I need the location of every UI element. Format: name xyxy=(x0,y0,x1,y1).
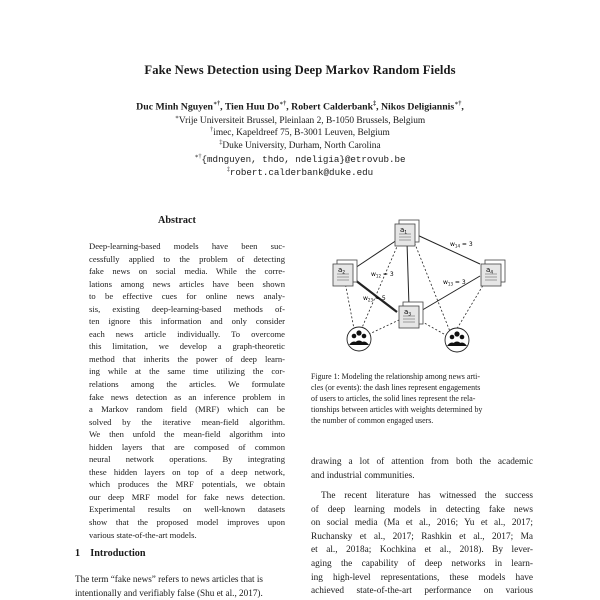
body-line: et al., 2018a; Kochkina et al., 2018). By lever- xyxy=(311,545,533,556)
body-line: The recent literature has witnessed the success xyxy=(321,491,533,501)
caption-line: the number of common engaged users. xyxy=(311,415,434,425)
body-line: and industrial communities. xyxy=(311,470,415,481)
affiliation-mark: ∗ xyxy=(174,115,179,121)
edge-a1-a2 xyxy=(355,240,397,268)
body-line: achieved state-of-the-art performance on various xyxy=(311,586,533,597)
right-column-para xyxy=(311,490,533,599)
affiliation xyxy=(0,140,600,151)
node-a4 xyxy=(481,260,505,286)
weight-label: $w_{13} = 3$ xyxy=(443,279,466,287)
abstract-line: these hidden layers on top of a deep network, xyxy=(89,466,285,477)
email-text: robert.calderbank@duke.edu xyxy=(229,167,374,179)
affiliation-mark: † xyxy=(210,127,214,133)
affiliation-text: Duke University, Durham, North Carolina xyxy=(222,141,381,152)
engagement-edge xyxy=(345,282,355,334)
body-line: Ruchansky et al., 2017; Rashkin et al., 2017; Ma xyxy=(311,531,533,542)
email xyxy=(0,167,600,178)
abstract-line: show that the proposed model improves upon xyxy=(89,517,285,528)
author-name: Robert Calderbank xyxy=(291,101,374,113)
node-label: $a_2$ xyxy=(338,266,346,276)
author-mark: ∗† xyxy=(454,101,462,107)
abstract-line: hidden layers that are composed of common xyxy=(89,441,285,452)
abstract-line: ing while at the same time utilizing the cor- xyxy=(89,366,285,377)
engagement-edge xyxy=(455,282,485,332)
author-name: Nikos Deligiannis xyxy=(380,101,455,113)
body-line: drawing a lot of attention from both the academic xyxy=(311,457,533,467)
node-label: $a_1$ xyxy=(400,226,408,236)
weight-label: $w_{12} = 3$ xyxy=(371,271,394,279)
abstract-line: Deep-learning-based models have been suc- xyxy=(89,241,285,251)
abstract-line: method that inherits the power of deep learn- xyxy=(89,353,285,364)
abstract-line: our deep MRF model for fake news detection. xyxy=(89,491,285,502)
affiliation-text: Vrije Universiteit Brussel, Pleinlaan 2, B-1050 Brussels, Belgium xyxy=(178,116,426,127)
caption-line: cles (or events): the dash lines represent engagements xyxy=(311,382,481,392)
email-mark: ‡ xyxy=(226,167,230,173)
affiliation-mark: ‡ xyxy=(219,140,223,146)
caption-line: Figure 1: Modeling the relationship among news arti- xyxy=(311,372,480,381)
affiliation xyxy=(0,114,600,126)
figure-caption xyxy=(311,372,533,427)
abstract-line: this limitation, we develop a graph-theoretic xyxy=(89,341,285,352)
abstract-line: which produces the MRF potentials, we obtain xyxy=(89,479,285,490)
abstract-line: We then unfold the mean-field algorithm into xyxy=(89,429,285,440)
users-group-icon xyxy=(445,328,469,352)
affiliation-text: imec, Kapeldreef 75, B-3001 Leuven, Belgium xyxy=(213,128,390,139)
section-title: Introduction xyxy=(90,548,146,559)
intro-body xyxy=(75,573,297,600)
node-a1 xyxy=(395,220,419,246)
node-a3 xyxy=(399,302,423,328)
author-mark: ‡ xyxy=(373,101,377,107)
node-a2 xyxy=(333,260,357,286)
weight-label: $w_{23} = 5$ xyxy=(363,295,386,303)
abstract-line: various state-of-the-art models. xyxy=(89,529,197,540)
engagement-edge xyxy=(361,242,399,330)
intro-line: intentionally and verifiably false (Shu et al., 2017). xyxy=(75,587,263,598)
author-mark: ∗† xyxy=(212,101,221,107)
author-list: Duc Minh Nguyen∗†, Tien Huu Do∗†, Robert Calderbank‡, Nikos Deligiannis∗†, xyxy=(136,101,464,113)
edge-a1-a3 xyxy=(407,242,409,306)
abstract-line: to be effective cues for online news analy- xyxy=(89,291,285,302)
section-number: 1 xyxy=(75,548,81,559)
author-mark: ∗† xyxy=(279,101,287,107)
node-label: $a_3$ xyxy=(404,308,412,318)
abstract-line: relations among the articles. We formulate xyxy=(89,379,285,390)
abstract-line: each news article individually. To overcome xyxy=(89,328,285,339)
intro-line: The term “fake news” refers to news articles that is xyxy=(75,574,264,584)
abstract-line: Experimental results on well-known datasets xyxy=(89,504,285,515)
paper-title: Fake News Detection using Deep Markov Random Fields xyxy=(144,63,456,77)
section-heading xyxy=(75,548,146,559)
caption-line: of users to articles, the solid lines represent the rela- xyxy=(311,393,476,403)
abstract-body xyxy=(89,240,285,541)
author-name: Tien Huu Do xyxy=(224,101,280,113)
weight-label: $w_{14} = 3$ xyxy=(450,241,473,249)
affiliation xyxy=(0,127,600,138)
right-column-top xyxy=(311,456,533,483)
abstract-line: ten ignore this information and only consider xyxy=(89,316,285,327)
body-line: aging the capability of deep networks in learn- xyxy=(311,558,533,569)
email xyxy=(0,153,600,165)
abstract-line: sis, existing deep-learning-based methods of- xyxy=(89,303,285,314)
abstract-line: solved by the iterative mean-field algorithm. xyxy=(89,416,285,427)
abstract-heading: Abstract xyxy=(158,215,196,226)
figure-1 xyxy=(315,212,525,362)
caption-line: tionships between articles with weights determined by xyxy=(311,404,483,414)
abstract-line: a Markov random field (MRF) which can be xyxy=(89,404,285,415)
email-text: {mdnguyen, thdo, ndeligia}@etrovub.be xyxy=(201,154,406,166)
abstract-line: fake news detection as an inference problem in xyxy=(89,391,285,402)
abstract-line: lations among news articles have been shown xyxy=(89,278,285,289)
body-line: on social media (Ma et al., 2016; Yu et al., 2017; xyxy=(311,518,533,529)
author-name: Duc Minh Nguyen xyxy=(136,101,213,113)
email-mark: ∗† xyxy=(194,154,202,160)
abstract-line: fake news on social media. While the corre- xyxy=(89,266,285,277)
edge-a1-a4 xyxy=(415,234,480,264)
abstract-line: neural network operations. By integrating xyxy=(89,454,285,465)
node-label: $a_4$ xyxy=(486,266,494,276)
body-line: of deep learning models in detecting fake news xyxy=(311,504,533,515)
body-line: ing high-level representations, these models have xyxy=(311,572,533,583)
users-group-icon xyxy=(347,327,371,351)
abstract-line: cessfully applied to the problem of detecting xyxy=(89,253,285,264)
